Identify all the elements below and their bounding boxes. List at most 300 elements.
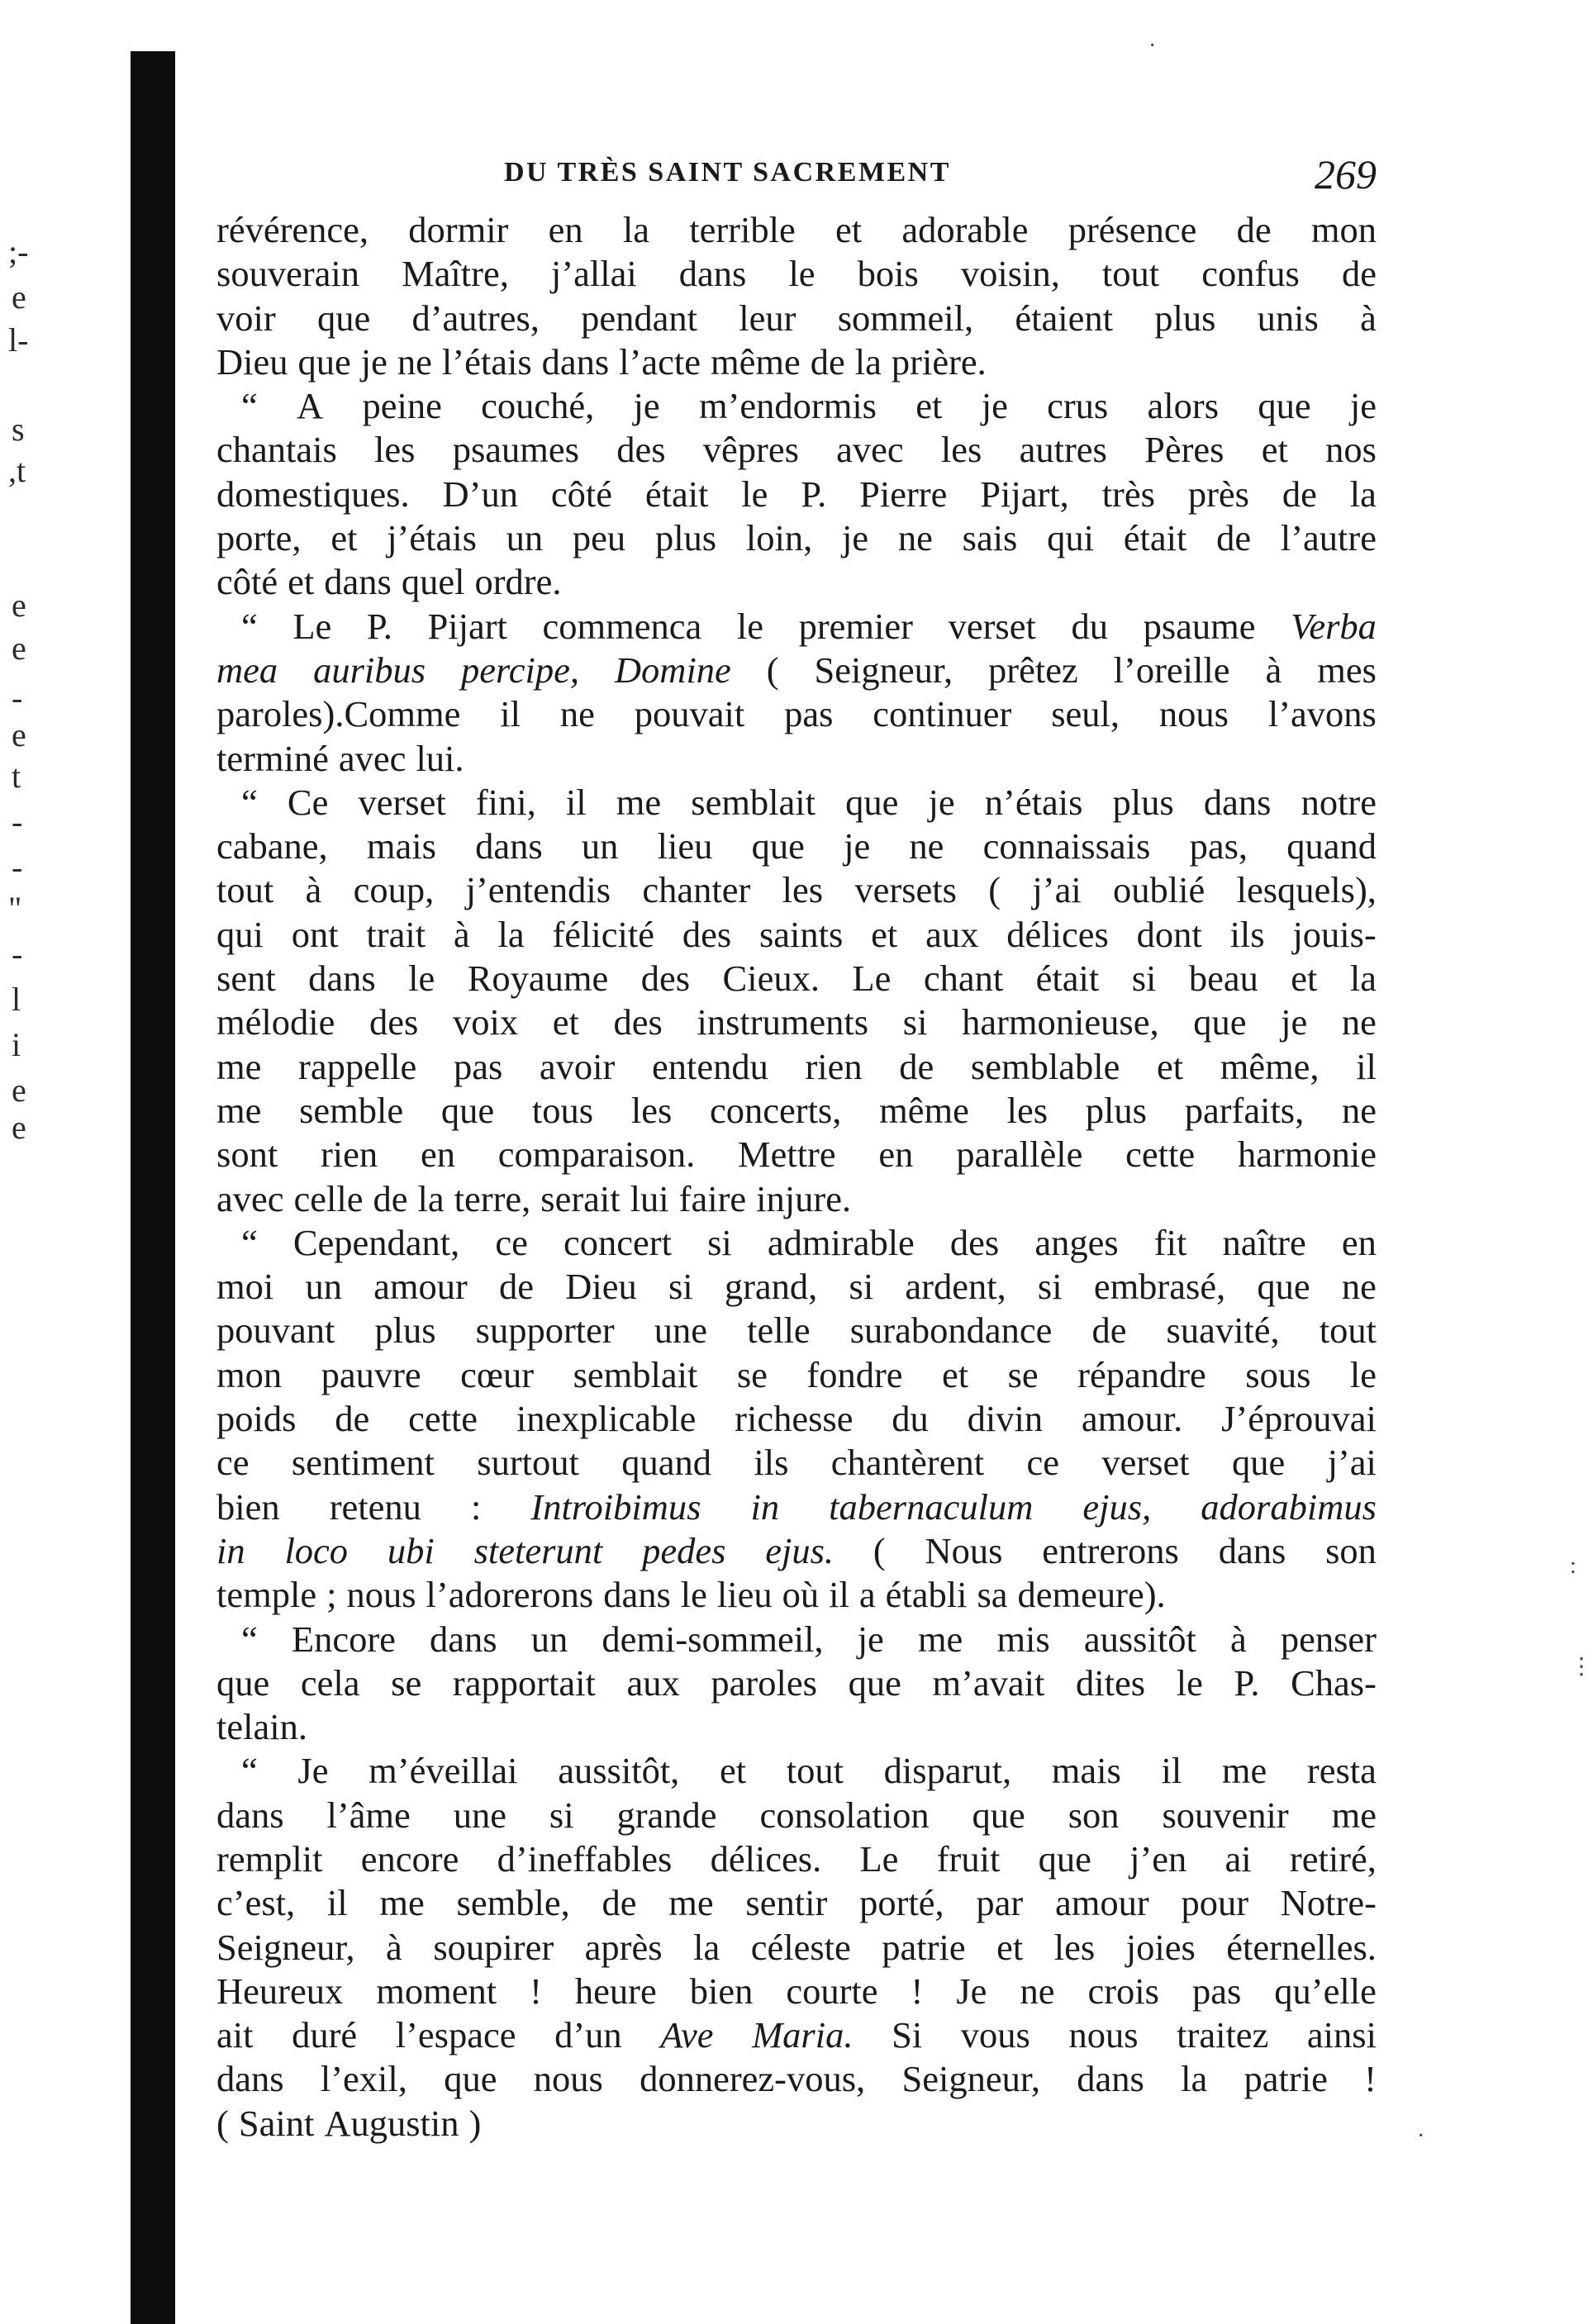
word: commenca bbox=[542, 605, 702, 647]
word: “ bbox=[241, 781, 258, 823]
word: supporter bbox=[475, 1309, 615, 1352]
word: m’éveillai bbox=[369, 1750, 518, 1792]
word: remplit bbox=[216, 1837, 323, 1880]
word: quand bbox=[621, 1442, 712, 1484]
word: me bbox=[668, 1882, 714, 1924]
word: la bbox=[1181, 2058, 1208, 2100]
word: rien bbox=[805, 1045, 863, 1087]
word: traitez bbox=[1177, 2014, 1269, 2056]
word: son bbox=[1325, 1529, 1377, 1571]
word: aussitôt, bbox=[558, 1750, 680, 1792]
word: du bbox=[892, 1398, 929, 1440]
word: avec bbox=[216, 1177, 284, 1219]
word: Chas- bbox=[1291, 1661, 1377, 1704]
text-line bbox=[216, 2102, 1377, 2146]
text-line bbox=[216, 2057, 1377, 2101]
word: dans bbox=[1218, 1529, 1286, 1571]
word: il bbox=[1161, 1750, 1182, 1792]
word: me bbox=[379, 1882, 425, 1924]
word: “ bbox=[241, 1750, 258, 1792]
word: la bbox=[1349, 473, 1377, 515]
italic-word: ejus. bbox=[765, 1529, 835, 1571]
word: il bbox=[1356, 1045, 1377, 1087]
word: prêtez bbox=[988, 649, 1078, 691]
text-line bbox=[216, 1705, 1377, 1749]
text-line bbox=[216, 913, 1377, 957]
word: quel bbox=[401, 561, 465, 603]
word: concert bbox=[563, 1221, 672, 1263]
word: chantais bbox=[216, 429, 337, 471]
word: que bbox=[1038, 1837, 1091, 1880]
word: Seigneur, bbox=[814, 649, 953, 691]
margin-fragment: ,t bbox=[8, 452, 26, 489]
word: et bbox=[1261, 429, 1288, 471]
word: chanter bbox=[642, 869, 751, 911]
word: penser bbox=[1280, 1618, 1377, 1660]
word: vous bbox=[960, 2014, 1030, 2056]
word: était bbox=[1123, 517, 1187, 559]
word: “ bbox=[241, 385, 258, 427]
text-line bbox=[216, 1441, 1377, 1485]
word: c’est, bbox=[216, 1882, 296, 1924]
word: fruit bbox=[936, 1837, 1001, 1880]
word: de bbox=[1282, 473, 1317, 515]
word: si bbox=[849, 1266, 874, 1308]
text-line bbox=[216, 1221, 1377, 1265]
word: Pijart, bbox=[980, 473, 1069, 515]
running-head bbox=[216, 150, 1377, 200]
word: Dieu bbox=[565, 1266, 637, 1308]
word: dites bbox=[1076, 1661, 1146, 1704]
word: Ce bbox=[287, 781, 329, 823]
word: les bbox=[374, 429, 416, 471]
word: cabane, bbox=[216, 825, 328, 867]
word: admirable bbox=[767, 1221, 915, 1263]
word: pas bbox=[1191, 1970, 1242, 2012]
word: qui bbox=[1047, 517, 1094, 559]
word: Maître, bbox=[402, 253, 509, 295]
word: mais bbox=[1051, 1750, 1121, 1792]
speck-mark: ⋮ bbox=[1570, 1654, 1593, 1680]
word: harmonieuse, bbox=[962, 1001, 1159, 1043]
word: souvenir bbox=[1162, 1794, 1289, 1836]
word: que bbox=[1258, 385, 1311, 427]
word: Seigneur, bbox=[901, 2058, 1040, 2100]
word: Si bbox=[892, 2014, 923, 2056]
word: j’ai bbox=[1327, 1442, 1377, 1484]
word: plus bbox=[1085, 1089, 1147, 1131]
word: chant bbox=[923, 958, 1004, 1000]
word: fini, bbox=[475, 781, 536, 823]
word: et bbox=[996, 1926, 1024, 1968]
word: à bbox=[1360, 297, 1377, 339]
word: ne bbox=[897, 517, 933, 559]
text-line bbox=[216, 649, 1377, 692]
word: étaient bbox=[1015, 297, 1113, 339]
word: P. bbox=[1234, 1661, 1260, 1704]
word: mon bbox=[216, 1353, 283, 1395]
word: trait bbox=[366, 913, 426, 955]
italic-word: tabernaculum bbox=[829, 1485, 1034, 1528]
word: que bbox=[845, 781, 899, 823]
word: par bbox=[976, 1882, 1024, 1924]
word: temple bbox=[216, 1574, 317, 1616]
word: du bbox=[1071, 605, 1108, 647]
word: connaissais bbox=[982, 825, 1151, 867]
word: concerts, bbox=[710, 1089, 842, 1131]
word: dans bbox=[1203, 781, 1272, 823]
word: Encore bbox=[291, 1618, 396, 1660]
word: richesse bbox=[735, 1398, 854, 1440]
word: lui bbox=[630, 1177, 669, 1219]
book-spine-shadow bbox=[131, 51, 175, 2324]
word: dans bbox=[324, 561, 392, 603]
word: bois bbox=[857, 253, 919, 295]
word: sommeil, bbox=[837, 297, 974, 339]
word: chantèrent bbox=[830, 1442, 985, 1484]
text-line bbox=[216, 1353, 1377, 1397]
word: la bbox=[1349, 958, 1377, 1000]
word: qu’elle bbox=[1274, 1970, 1377, 2012]
word: son bbox=[1068, 1794, 1120, 1836]
word: éternelles. bbox=[1226, 1926, 1377, 1968]
word: P. bbox=[801, 473, 827, 515]
margin-fragment: l bbox=[12, 981, 21, 1018]
word: d’autres, bbox=[411, 297, 540, 339]
word: paroles).Comme bbox=[216, 693, 461, 735]
word: nos bbox=[1325, 429, 1377, 471]
word: l’acte bbox=[619, 340, 701, 383]
word: la bbox=[854, 340, 882, 383]
text-line bbox=[216, 208, 1377, 252]
word: poids bbox=[216, 1398, 297, 1440]
word: pas bbox=[453, 1045, 503, 1087]
word: patrie bbox=[882, 1926, 966, 1968]
word: des bbox=[640, 958, 691, 1000]
word: peu bbox=[572, 517, 626, 559]
word: se bbox=[736, 1353, 768, 1395]
text-line bbox=[216, 1485, 1377, 1529]
text-line bbox=[216, 1573, 1377, 1617]
word: “ bbox=[241, 1618, 258, 1660]
italic-word: steterunt bbox=[473, 1529, 603, 1571]
word: que bbox=[751, 825, 805, 867]
word: ait bbox=[216, 2014, 254, 2056]
word: Cieux. bbox=[722, 958, 820, 1000]
margin-fragment: e bbox=[12, 587, 26, 624]
word: crus bbox=[1047, 385, 1109, 427]
word: délices bbox=[1006, 913, 1109, 955]
word: semble, bbox=[456, 1882, 570, 1924]
word: psaume bbox=[1143, 605, 1256, 647]
word: me bbox=[216, 1045, 262, 1087]
speck-mark: · bbox=[1148, 33, 1157, 59]
word: faire bbox=[678, 1177, 747, 1219]
word: grande bbox=[616, 1794, 717, 1836]
word: mis bbox=[996, 1618, 1050, 1660]
word: ce bbox=[495, 1221, 528, 1263]
word: terrible bbox=[689, 209, 796, 250]
word: amour bbox=[373, 1266, 468, 1308]
word: pas bbox=[784, 693, 834, 735]
word: que bbox=[297, 340, 351, 383]
word: n’étais bbox=[984, 781, 1083, 823]
word: pouvant bbox=[216, 1309, 335, 1352]
word: je bbox=[1281, 1001, 1308, 1043]
word: des bbox=[949, 1221, 1000, 1263]
word: Nous bbox=[925, 1529, 1003, 1571]
word: sa bbox=[977, 1574, 1008, 1616]
word: qui bbox=[216, 913, 264, 955]
word: psaumes bbox=[452, 429, 579, 471]
word: telain. bbox=[216, 1706, 307, 1748]
word: si bbox=[1131, 958, 1157, 1000]
word: surtout bbox=[477, 1442, 579, 1484]
word: Je bbox=[297, 1750, 329, 1792]
margin-fragment: - bbox=[12, 935, 23, 972]
word: que bbox=[444, 2058, 497, 2100]
word: et bbox=[552, 1001, 579, 1043]
word: me bbox=[917, 1618, 963, 1660]
word: de bbox=[602, 1882, 637, 1924]
word: domestiques. bbox=[216, 473, 410, 515]
word: et bbox=[915, 385, 943, 427]
text-line bbox=[216, 1970, 1377, 2013]
word: ce bbox=[216, 1442, 250, 1484]
margin-fragment: - bbox=[12, 679, 23, 716]
word: donnerez-vous, bbox=[640, 2058, 866, 2100]
word: un bbox=[581, 825, 619, 867]
word: où bbox=[782, 1574, 820, 1616]
word: ils bbox=[754, 1442, 789, 1484]
word: tout bbox=[1101, 253, 1160, 295]
margin-fragment: t bbox=[12, 758, 21, 795]
word: de bbox=[1091, 1309, 1127, 1352]
word: l’espace bbox=[395, 2014, 516, 2056]
word: dans bbox=[430, 1618, 497, 1660]
word: céleste bbox=[750, 1926, 851, 1968]
word: quand bbox=[1286, 825, 1377, 867]
word: j’entendis bbox=[465, 869, 611, 911]
word: en bbox=[548, 209, 583, 250]
word: mes bbox=[1317, 649, 1377, 691]
word: j’allai bbox=[550, 253, 637, 295]
word: à bbox=[305, 869, 322, 911]
word: alors bbox=[1147, 385, 1220, 427]
word: que bbox=[216, 1661, 270, 1704]
italic-word: Introibimus bbox=[530, 1485, 701, 1528]
italic-word: auribus bbox=[313, 649, 426, 691]
text-line bbox=[216, 1000, 1377, 1044]
word: après bbox=[584, 1926, 663, 1968]
word: que bbox=[848, 1661, 901, 1704]
word: sentir bbox=[745, 1882, 828, 1924]
word: instruments bbox=[697, 1001, 869, 1043]
word: lesquels), bbox=[1236, 869, 1377, 911]
word: que bbox=[1231, 1442, 1286, 1484]
word: pour bbox=[1181, 1882, 1249, 1924]
word: en bbox=[1341, 1221, 1377, 1263]
word: ! bbox=[530, 1970, 542, 2012]
word: entendu bbox=[651, 1045, 768, 1087]
word: A bbox=[297, 385, 324, 427]
word: je bbox=[360, 340, 388, 383]
word: de bbox=[1341, 253, 1377, 295]
word: saints bbox=[758, 913, 844, 955]
word: le bbox=[1176, 1661, 1203, 1704]
word: me bbox=[1221, 1750, 1267, 1792]
word: Mettre bbox=[738, 1133, 836, 1176]
word: naître bbox=[1222, 1221, 1306, 1263]
word: surabondance bbox=[849, 1309, 1053, 1352]
word: tout bbox=[786, 1750, 844, 1792]
word: ne bbox=[1020, 1970, 1055, 2012]
word: la bbox=[417, 1177, 445, 1219]
word: dans bbox=[541, 340, 610, 383]
text-line bbox=[216, 737, 1377, 781]
word: plus bbox=[374, 1309, 436, 1352]
word: sont bbox=[216, 1133, 278, 1176]
word: que bbox=[1257, 1266, 1310, 1308]
text-line bbox=[216, 516, 1377, 560]
word: et bbox=[835, 209, 863, 250]
word: semblable bbox=[970, 1045, 1120, 1087]
word: l’exil, bbox=[320, 2058, 407, 2100]
text-line bbox=[216, 1661, 1377, 1705]
word: dans bbox=[603, 1574, 671, 1616]
word: félicité bbox=[552, 913, 654, 955]
word: d’un bbox=[554, 2014, 622, 2056]
word: si bbox=[1037, 1266, 1063, 1308]
word: pendant bbox=[581, 297, 698, 339]
word: amour. bbox=[1081, 1398, 1183, 1440]
word: soupirer bbox=[433, 1926, 554, 1968]
word: de bbox=[1216, 517, 1252, 559]
word: souverain bbox=[216, 253, 360, 295]
word: la bbox=[497, 913, 525, 955]
word: Le bbox=[292, 605, 332, 647]
word: et bbox=[330, 517, 358, 559]
margin-fragment: e bbox=[12, 716, 26, 753]
word: m’avait bbox=[932, 1661, 1045, 1704]
word: si bbox=[549, 1794, 574, 1836]
speck-mark: · bbox=[1417, 2123, 1425, 2149]
word: porte, bbox=[216, 517, 302, 559]
word: que bbox=[1193, 1001, 1247, 1043]
word: de bbox=[1236, 209, 1272, 250]
word: plus bbox=[654, 517, 717, 559]
word: l’oreille bbox=[1113, 649, 1230, 691]
word: tout bbox=[216, 869, 274, 911]
margin-fragment: ;- bbox=[8, 233, 29, 270]
word: Seigneur, bbox=[216, 1926, 355, 1968]
word: et bbox=[941, 1353, 969, 1395]
word: était bbox=[1035, 958, 1100, 1000]
adjacent-page-margin bbox=[0, 0, 107, 2324]
word: je bbox=[857, 1618, 884, 1660]
word: Royaume bbox=[467, 958, 609, 1000]
word: adorable bbox=[901, 209, 1029, 250]
word: rapportait bbox=[452, 1661, 596, 1704]
word: verset bbox=[948, 605, 1036, 647]
text-line bbox=[216, 1265, 1377, 1309]
word: j’ai bbox=[1032, 869, 1082, 911]
word: premier bbox=[798, 605, 913, 647]
word: plus bbox=[1112, 781, 1174, 823]
word: à bbox=[386, 1926, 402, 1968]
word: semble bbox=[299, 1089, 404, 1131]
word: encore bbox=[360, 1837, 459, 1880]
word: ; bbox=[326, 1574, 337, 1616]
italic-word: pedes bbox=[642, 1529, 726, 1571]
margin-fragment: - bbox=[12, 848, 23, 886]
word: et bbox=[1291, 958, 1318, 1000]
word: loin, bbox=[745, 517, 813, 559]
word: rappelle bbox=[298, 1045, 417, 1087]
word: me bbox=[216, 1089, 262, 1131]
text-line bbox=[216, 781, 1377, 825]
word: ( bbox=[988, 869, 1001, 911]
word: voir bbox=[216, 297, 276, 339]
text-line bbox=[216, 1177, 1377, 1221]
word: il bbox=[565, 781, 587, 823]
word: P. bbox=[366, 605, 392, 647]
margin-fragment: l- bbox=[8, 321, 29, 359]
running-head-title: DU TRÈS SAINT SACREMENT bbox=[504, 157, 951, 188]
margin-fragment: e bbox=[12, 1072, 26, 1109]
word: de bbox=[899, 1045, 934, 1087]
word: Cependant, bbox=[292, 1221, 460, 1263]
text-line bbox=[216, 252, 1377, 296]
word: dans bbox=[216, 1794, 284, 1836]
word: les bbox=[1053, 1926, 1096, 1968]
word: entrerons bbox=[1042, 1529, 1179, 1571]
word: établi bbox=[885, 1574, 968, 1616]
word: cette bbox=[408, 1398, 478, 1440]
word: dans bbox=[216, 2058, 284, 2100]
word: ) bbox=[468, 2102, 482, 2144]
margin-fragment: " bbox=[8, 890, 22, 927]
word: les bbox=[940, 429, 982, 471]
word: un bbox=[530, 1618, 568, 1660]
word: duré bbox=[292, 2014, 358, 2056]
word: continuer bbox=[873, 693, 1012, 735]
word: si bbox=[668, 1266, 693, 1308]
word: oublié bbox=[1113, 869, 1205, 911]
text-line bbox=[216, 1837, 1377, 1881]
italic-word: percipe, bbox=[461, 649, 579, 691]
word: leur bbox=[739, 297, 796, 339]
word: en bbox=[420, 1133, 455, 1176]
word: je bbox=[633, 385, 660, 427]
word: je bbox=[1349, 385, 1377, 427]
word: semblait bbox=[573, 1353, 698, 1395]
word: “ bbox=[241, 605, 258, 647]
word: resta bbox=[1306, 1750, 1377, 1792]
word: à bbox=[1229, 1618, 1247, 1660]
word: comparaison. bbox=[497, 1133, 696, 1176]
word: côté bbox=[216, 561, 278, 603]
word: fondre bbox=[806, 1353, 903, 1395]
word: la bbox=[693, 1926, 720, 1968]
word: seul, bbox=[1051, 693, 1120, 735]
word: patrie bbox=[1243, 2058, 1328, 2100]
word: Augustin bbox=[324, 2102, 459, 2144]
text-line bbox=[216, 1133, 1377, 1176]
word: je bbox=[928, 781, 955, 823]
word: lui. bbox=[416, 737, 464, 779]
text-line bbox=[216, 1397, 1377, 1441]
